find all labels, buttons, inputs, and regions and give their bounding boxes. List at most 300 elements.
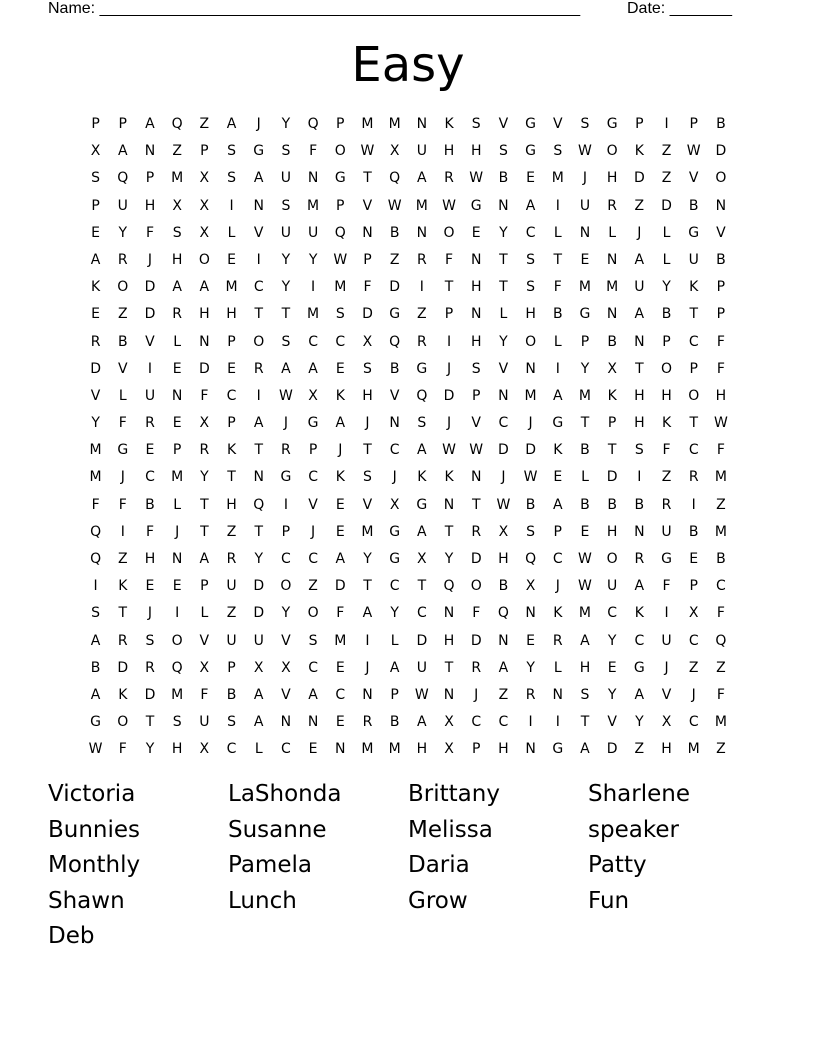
grid-row: [82, 223, 735, 250]
grid-letter: I: [93, 578, 98, 595]
grid-letter: R: [199, 442, 210, 459]
grid-letter: D: [606, 469, 618, 486]
grid-letter: P: [308, 442, 318, 459]
grid-letter: N: [171, 387, 183, 404]
grid-letter: D: [253, 605, 265, 622]
grid-letter: A: [253, 714, 264, 731]
grid-letter: Z: [634, 741, 645, 758]
grid-letter: N: [498, 197, 509, 214]
grid-letter: V: [199, 632, 210, 649]
grid-letter: G: [470, 197, 482, 214]
grid-letter: D: [470, 632, 482, 649]
grid-letter: J: [365, 659, 370, 676]
grid-letter: J: [664, 659, 669, 676]
grid-row: [82, 277, 735, 304]
grid-letter: R: [661, 496, 672, 513]
grid-letter: S: [580, 686, 590, 703]
grid-letter: C: [389, 442, 400, 459]
grid-letter: N: [552, 686, 564, 703]
grid-letter: D: [715, 143, 727, 160]
grid-letter: B: [634, 496, 645, 513]
grid-letter: A: [90, 632, 101, 649]
grid-letter: P: [200, 578, 209, 595]
grid-letter: J: [582, 170, 588, 187]
grid-letter: U: [117, 197, 128, 214]
grid-letter: M: [415, 197, 428, 214]
grid-letter: D: [443, 387, 455, 404]
grid-letter: G: [416, 360, 428, 377]
word-bank-item: Grow: [408, 887, 468, 914]
grid-letter: W: [414, 686, 429, 703]
grid-row: [82, 685, 735, 712]
grid-letter: N: [606, 251, 618, 268]
grid-letter: T: [471, 496, 481, 513]
grid-letter: N: [171, 551, 183, 567]
grid-letter: J: [392, 469, 397, 486]
grid-letter: G: [579, 306, 591, 323]
grid-letter: P: [662, 333, 671, 350]
grid-letter: T: [580, 415, 590, 432]
grid-letter: U: [607, 578, 618, 595]
grid-letter: Y: [662, 279, 671, 296]
grid-letter: C: [145, 469, 155, 486]
grid-letter: H: [634, 415, 645, 432]
grid-letter: C: [416, 605, 427, 622]
grid-letter: K: [417, 469, 427, 486]
grid-letter: Q: [171, 659, 183, 676]
grid-letter: H: [171, 251, 183, 268]
grid-letter: X: [607, 360, 617, 377]
grid-letter: F: [91, 496, 100, 513]
grid-letter: E: [227, 251, 236, 268]
grid-letter: R: [145, 415, 155, 432]
grid-letter: P: [471, 741, 481, 758]
grid-letter: O: [253, 333, 265, 350]
grid-letter: G: [661, 551, 672, 567]
grid-letter: I: [555, 714, 560, 731]
grid-letter: J: [311, 523, 316, 540]
grid-letter: P: [172, 442, 182, 459]
grid-letter: I: [175, 605, 180, 622]
grid-letter: O: [606, 143, 618, 160]
grid-letter: Y: [281, 605, 291, 622]
grid-letter: M: [334, 279, 347, 296]
grid-letter: Z: [389, 251, 400, 268]
grid-letter: S: [145, 632, 155, 649]
grid-row: [82, 141, 735, 168]
grid-letter: A: [199, 551, 210, 567]
grid-letter: F: [118, 741, 127, 758]
grid-letter: K: [91, 279, 101, 296]
grid-letter: X: [661, 714, 672, 731]
grid-letter: P: [471, 387, 481, 404]
grid-letter: W: [523, 469, 538, 486]
grid-letter: W: [578, 578, 592, 595]
grid-letter: D: [470, 551, 482, 567]
grid-letter: N: [470, 251, 482, 268]
grid-letter: T: [363, 578, 372, 595]
grid-letter: Y: [635, 714, 644, 731]
grid-letter: D: [416, 632, 428, 649]
word-bank-item: Bunnies: [48, 816, 141, 843]
grid-letter: K: [634, 605, 644, 622]
grid-letter: N: [253, 469, 264, 486]
grid-letter: N: [634, 523, 645, 540]
grid-row: [82, 603, 735, 630]
grid-letter: R: [607, 197, 618, 214]
grid-letter: A: [498, 659, 509, 676]
grid-letter: P: [336, 197, 345, 214]
grid-letter: L: [662, 224, 671, 241]
grid-letter: V: [661, 686, 672, 703]
grid-letter: P: [145, 170, 155, 187]
grid-letter: X: [90, 143, 101, 160]
grid-letter: Z: [308, 578, 318, 595]
grid-row: [82, 495, 735, 522]
grid-letter: P: [689, 360, 698, 377]
grid-letter: V: [281, 632, 291, 649]
grid-letter: M: [334, 632, 347, 649]
grid-letter: F: [553, 279, 562, 296]
grid-letter: N: [715, 197, 727, 214]
grid-letter: X: [444, 714, 454, 731]
grid-letter: C: [281, 741, 291, 758]
grid-letter: G: [389, 523, 401, 540]
grid-letter: S: [227, 714, 236, 731]
grid-letter: C: [308, 551, 318, 567]
grid-letter: N: [280, 714, 292, 731]
grid-letter: J: [283, 415, 288, 432]
grid-letter: H: [470, 279, 482, 296]
grid-letter: N: [498, 632, 509, 649]
grid-letter: H: [416, 741, 428, 758]
grid-row: [82, 440, 735, 467]
grid-letter: W: [360, 143, 375, 160]
grid-letter: Y: [499, 224, 508, 241]
grid-letter: Y: [363, 551, 372, 567]
grid-letter: M: [551, 170, 564, 187]
grid-letter: W: [442, 197, 456, 214]
grid-letter: J: [637, 224, 642, 241]
grid-letter: M: [89, 469, 102, 486]
grid-letter: T: [444, 523, 454, 540]
grid-letter: T: [635, 360, 644, 377]
grid-letter: L: [608, 224, 617, 241]
grid-letter: D: [144, 279, 156, 296]
grid-letter: N: [525, 741, 536, 758]
grid-letter: Y: [607, 686, 617, 703]
grid-letter: C: [525, 224, 536, 241]
grid-letter: S: [498, 143, 508, 160]
grid-letter: A: [552, 496, 563, 513]
grid-letter: T: [580, 714, 590, 731]
grid-letter: A: [335, 415, 346, 432]
grid-letter: Z: [199, 116, 210, 132]
grid-letter: Z: [498, 686, 509, 703]
grid-letter: C: [688, 632, 699, 649]
grid-letter: C: [716, 578, 726, 595]
grid-letter: P: [336, 116, 345, 132]
grid-letter: E: [580, 523, 590, 540]
grid-letter: Q: [171, 116, 183, 132]
grid-letter: K: [118, 578, 128, 595]
grid-letter: Z: [172, 143, 182, 160]
grid-letter: U: [280, 170, 292, 187]
grid-letter: J: [446, 360, 452, 377]
grid-letter: P: [227, 333, 236, 350]
grid-letter: B: [661, 306, 672, 323]
grid-letter: R: [117, 251, 128, 268]
grid-letter: A: [253, 686, 264, 703]
grid-letter: H: [470, 143, 482, 160]
grid-letter: P: [580, 333, 590, 350]
grid-letter: A: [362, 605, 373, 622]
grid-letter: W: [469, 170, 484, 187]
grid-letter: E: [526, 170, 536, 187]
grid-letter: V: [90, 387, 101, 404]
grid-letter: B: [607, 333, 617, 350]
grid-letter: Y: [145, 741, 155, 758]
grid-letter: T: [444, 279, 454, 296]
grid-letter: B: [498, 170, 509, 187]
grid-letter: H: [144, 551, 156, 567]
grid-letter: O: [525, 333, 537, 350]
grid-letter: O: [688, 387, 700, 404]
grid-letter: S: [634, 442, 644, 459]
grid-letter: X: [525, 578, 536, 595]
grid-letter: L: [499, 306, 508, 323]
grid-letter: I: [147, 360, 153, 377]
grid-letter: N: [307, 170, 319, 187]
grid-letter: R: [444, 170, 454, 187]
grid-letter: O: [280, 578, 292, 595]
grid-letter: F: [309, 143, 318, 160]
grid-letter: C: [498, 714, 509, 731]
grid-letter: Z: [634, 197, 645, 214]
grid-letter: A: [172, 279, 182, 296]
grid-letter: G: [117, 442, 129, 459]
grid-letter: M: [361, 523, 374, 540]
grid-letter: U: [307, 224, 319, 241]
grid-letter: V: [688, 170, 699, 187]
word-bank-item: Brittany: [408, 781, 500, 807]
grid-letter: Z: [226, 605, 237, 622]
grid-letter: T: [607, 442, 617, 459]
grid-letter: A: [634, 686, 645, 703]
grid-letter: E: [172, 360, 182, 377]
grid-letter: E: [553, 469, 563, 486]
grid-letter: J: [147, 605, 153, 622]
grid-letter: S: [526, 523, 536, 540]
grid-letter: T: [553, 251, 563, 268]
grid-letter: G: [688, 224, 700, 241]
grid-letter: Z: [417, 306, 427, 323]
grid-letter: T: [689, 415, 698, 432]
grid-letter: T: [689, 306, 698, 323]
grid-letter: B: [90, 659, 101, 676]
grid-letter: H: [443, 632, 455, 649]
grid-letter: Y: [526, 659, 535, 676]
grid-letter: V: [145, 333, 155, 350]
grid-letter: D: [525, 442, 536, 459]
grid-letter: P: [716, 306, 726, 323]
grid-letter: M: [171, 686, 184, 703]
grid-letter: M: [388, 741, 401, 758]
grid-letter: E: [607, 659, 617, 676]
grid-letter: W: [333, 251, 348, 268]
grid-letter: K: [607, 387, 617, 404]
grid-letter: M: [606, 279, 619, 296]
grid-row: [82, 631, 735, 658]
grid-letter: M: [307, 197, 320, 214]
grid-letter: N: [389, 415, 400, 432]
grid-letter: O: [715, 170, 727, 187]
grid-letter: F: [445, 251, 454, 268]
grid-letter: I: [256, 387, 261, 404]
grid-letter: Z: [661, 469, 672, 486]
grid-letter: E: [145, 578, 155, 595]
grid-letter: R: [281, 442, 291, 459]
grid-letter: K: [118, 686, 128, 703]
grid-row: [82, 386, 735, 413]
grid-letter: T: [281, 306, 291, 323]
grid-letter: D: [633, 170, 645, 187]
grid-letter: F: [200, 387, 209, 404]
grid-letter: G: [552, 415, 564, 432]
grid-letter: E: [335, 714, 345, 731]
grid-letter: S: [526, 279, 536, 296]
grid-letter: Y: [91, 415, 100, 432]
grid-letter: P: [635, 116, 644, 132]
grid-letter: W: [278, 387, 293, 404]
grid-letter: S: [526, 251, 536, 268]
grid-letter: M: [578, 605, 592, 622]
grid-letter: E: [689, 551, 699, 567]
grid-letter: N: [443, 496, 455, 513]
grid-letter: E: [308, 741, 318, 758]
grid-letter: O: [470, 578, 482, 595]
grid-letter: N: [498, 387, 509, 404]
grid-letter: G: [253, 143, 265, 160]
grid-letter: N: [525, 360, 536, 377]
grid-letter: A: [580, 741, 590, 758]
grid-letter: L: [581, 469, 589, 486]
grid-letter: A: [417, 170, 427, 187]
grid-letter: M: [524, 387, 537, 404]
grid-letter: T: [200, 496, 209, 513]
grid-letter: J: [147, 251, 153, 268]
grid-letter: W: [496, 496, 511, 513]
grid-letter: M: [89, 442, 102, 459]
grid-letter: G: [90, 714, 102, 731]
grid-letter: V: [362, 197, 373, 214]
grid-letter: C: [308, 333, 318, 350]
grid-letter: L: [662, 251, 671, 268]
grid-letter: C: [389, 578, 400, 595]
grid-letter: F: [716, 442, 725, 459]
grid-letter: X: [199, 659, 210, 676]
grid-letter: J: [120, 469, 125, 486]
grid-letter: G: [389, 306, 401, 323]
word-bank-item: Lunch: [228, 887, 297, 914]
grid-letter: N: [307, 714, 319, 731]
word-bank-item: Melissa: [408, 816, 493, 843]
grid-letter: T: [363, 442, 372, 459]
grid-letter: M: [714, 469, 727, 486]
grid-letter: A: [580, 632, 590, 649]
grid-letter: P: [553, 523, 562, 540]
grid-letter: C: [607, 605, 618, 622]
grid-letter: C: [688, 333, 699, 350]
grid-letter: S: [172, 224, 182, 241]
grid-letter: Y: [607, 632, 617, 649]
grid-letter: E: [580, 251, 590, 268]
grid-letter: J: [474, 686, 479, 703]
grid-row: [82, 576, 735, 603]
grid-letter: S: [281, 143, 291, 160]
grid-letter: O: [334, 143, 346, 160]
grid-letter: B: [389, 714, 400, 731]
grid-letter: F: [200, 686, 209, 703]
grid-letter: X: [199, 170, 210, 187]
grid-letter: O: [198, 251, 210, 268]
word-bank-item: Monthly: [48, 852, 141, 878]
grid-letter: D: [389, 279, 401, 296]
grid-row: [82, 250, 735, 277]
grid-letter: K: [553, 605, 563, 622]
grid-letter: B: [580, 442, 590, 459]
grid-letter: U: [661, 632, 672, 649]
grid-letter: B: [226, 686, 237, 703]
grid-letter: S: [580, 116, 590, 132]
grid-letter: F: [662, 442, 671, 459]
grid-letter: A: [308, 686, 318, 703]
grid-letter: O: [443, 224, 455, 241]
grid-letter: A: [335, 551, 346, 567]
grid-letter: H: [362, 387, 373, 404]
grid-row: [82, 549, 735, 576]
grid-letter: F: [716, 360, 725, 377]
grid-letter: S: [553, 143, 563, 160]
grid-letter: M: [171, 170, 184, 187]
grid-letter: C: [281, 551, 291, 567]
grid-letter: B: [389, 360, 400, 377]
grid-letter: G: [525, 143, 537, 160]
grid-letter: X: [688, 605, 699, 622]
grid-letter: I: [311, 279, 316, 296]
grid-letter: S: [335, 306, 345, 323]
grid-letter: K: [634, 143, 644, 160]
grid-letter: Z: [688, 659, 699, 676]
grid-letter: U: [416, 659, 427, 676]
grid-letter: Y: [281, 116, 291, 132]
grid-letter: S: [417, 415, 427, 432]
grid-letter: M: [171, 469, 184, 486]
grid-letter: G: [280, 469, 292, 486]
grid-letter: E: [172, 415, 182, 432]
grid-letter: M: [307, 306, 320, 323]
grid-letter: N: [606, 306, 618, 323]
grid-letter: O: [117, 714, 129, 731]
grid-letter: X: [199, 197, 210, 214]
grid-letter: B: [580, 496, 590, 513]
grid-letter: L: [173, 496, 182, 513]
grid-letter: P: [227, 659, 236, 676]
grid-letter: Q: [525, 551, 537, 567]
grid-letter: I: [283, 496, 288, 513]
grid-letter: A: [634, 251, 645, 268]
grid-letter: N: [362, 224, 373, 241]
